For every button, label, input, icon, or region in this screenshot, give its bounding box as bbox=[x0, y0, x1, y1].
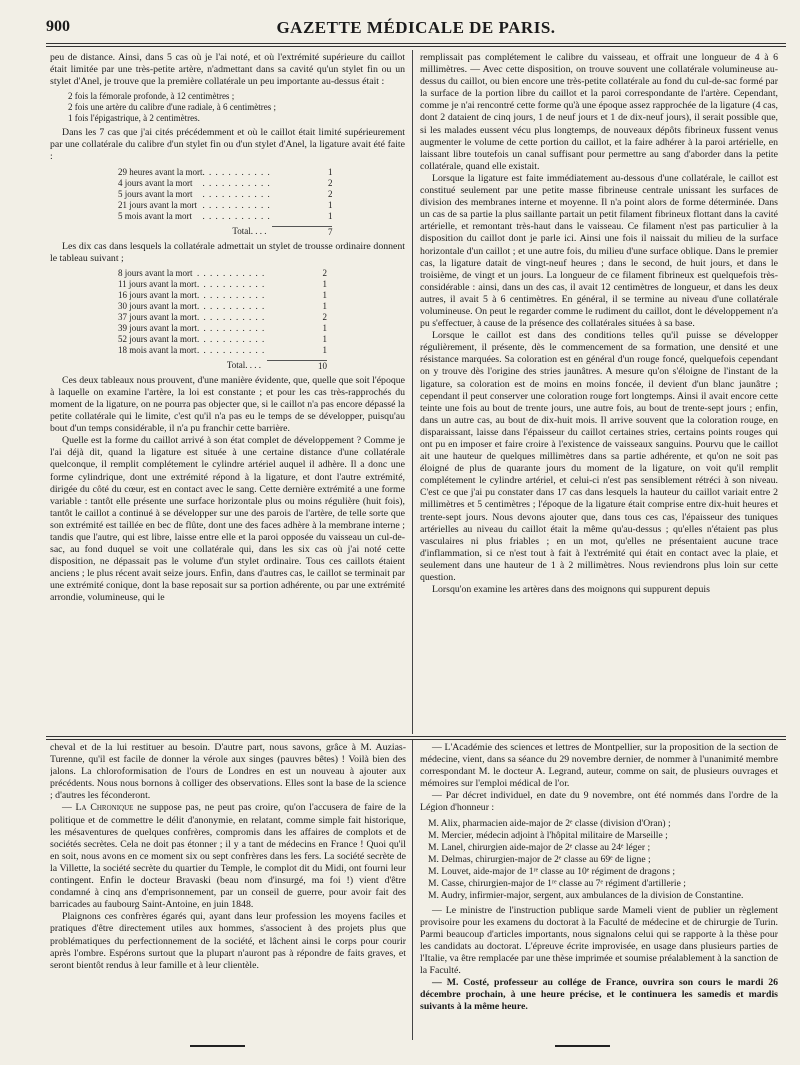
collateral-list bbox=[68, 91, 405, 124]
table-row: 52 jours avant la mort . . . . . . . . . . . 1 bbox=[118, 333, 327, 344]
news-column bbox=[420, 742, 778, 1042]
paragraph: — La Chronique ne suppose pas, ne peut pas croire, qu'on l'accusera de faire de la politique et de commettre le délit d'anonymie, en relatant, comme simple fait historique, les mésaventures de quelques confrères, compromis dans les affaires de complots et de sociétés secrètes. Cela ne doit pas étonner ; il y a tant de médecins en France ! Quoi qu'il en soit, nous avons en ce moment six ou sept confrères dans les fers. La société secrète de la Villette, la société secrète du quartier du Temple, le complot dit du Midi, ont fourni leur contingent. Enfin le docteur Bravaski (beau nom d'insurgé, ma foi !) vient d'être condamné à cinq ans d'emprisonnement, par un conseil de guerre, pour avoir fait des barricades au faubourg Saint-Antoine, en juin 1848. bbox=[50, 802, 406, 911]
journal-title: GAZETTE MÉDICALE DE PARIS. bbox=[276, 18, 556, 37]
chronique-lead: La Chronique bbox=[75, 802, 134, 814]
header-rule bbox=[46, 43, 786, 44]
paragraph: Ces deux tableaux nous prouvent, d'une manière évidente, que, quelle que soit l'époque à laquelle on examine l'artère, la loi est constante ; et pour les cas très-rapprochés du moment de la ligature, on ne pourra pas objecter que, si le caillot n'a pas encore dépassé la petite collatérale qui le limite, c'est qu'il n'a pas eu le temps de se développer, puisqu'au bout d'un temps considérable, il n'a pu franchir cette barrière. bbox=[50, 374, 405, 435]
table-row: 8 jours avant la mort . . . . . . . . . . . 2 bbox=[118, 267, 327, 278]
column-divider bbox=[412, 50, 413, 734]
header-rule-double bbox=[46, 46, 786, 47]
list-item: M. Alix, pharmacien aide-major de 2ᵉ classe (division d'Oran) ; bbox=[428, 817, 671, 829]
table-total-row: Total. . . . 7 bbox=[232, 226, 333, 237]
paragraph: Dans les 7 cas que j'ai cités précédemment et où le caillot était limité supérieurement par une collatérale du calibre d'un stylet fin ou d'un stylet d'Anel, la ligature avait été faite : bbox=[50, 127, 405, 163]
paragraph: Plaignons ces confrères égarés qui, ayant dans leur profession les moyens faciles et pratiques d'être directement utiles aux hommes, s'associent à des projets plus que problématiques du perfectionnement de la société, et lâchent ainsi le corps pour courir après l'ombre. Espérons surtout que la plupart n'auront pas à répondre de faits graves, et seront bientôt rendus à leur famille et à leur clientèle. bbox=[50, 911, 406, 971]
paragraph: remplissait pas complétement le calibre du vaisseau, et offrait une longueur de 4 à 6 millimètres. — Avec cette disposition, on trouve souvent une collatérale volumineuse au-dessus du caillot, ou bien encore une très-petite collatérale au fond du cul-de-sac formé par la surface de la portion libre du caillot et la paroi correspondante de l'artère. Cependant, comme je n'ai rencontré cette forme qu'à une époque assez rapprochée de la ligature (4 cas, dont 2 dataient de cinq jours, 1 de neuf jours et 1 de dix-neuf jours), il serait possible que, si les malades eussent vécu plus longtemps, de nouveaux dépôts fibrineux fussent venus augmenter le volume de cette portion du caillot, et la faire adhérer à la paroi artérielle, en laissant libre toutefois un canal suffisant pour permettre au sang d'aborder dans la petite collatérale, quand elle existait. bbox=[420, 52, 778, 172]
section-rule-double bbox=[46, 739, 786, 740]
table-row: 29 heures avant la mort . . . . . . . . . . . 1 bbox=[118, 166, 333, 177]
list-item: M. Casse, chirurgien-major de 1ʳᵉ classe au 7ᵉ régiment d'artillerie ; bbox=[428, 877, 686, 889]
section-rule bbox=[46, 736, 786, 737]
paragraph: peu de distance. Ainsi, dans 5 cas où je l'ai noté, et où l'extrémité supérieure du caillot était limitée par une très-petite artère, n'admettant dans sa cavité qu'un stylet fin ou un stylet d'Anel, je trouve que la première collatérale un peu importante au-dessus était : bbox=[50, 52, 405, 88]
table-row: 16 jours avant la mort . . . . . . . . . . . 1 bbox=[118, 289, 327, 300]
list-item: 2 fois la fémorale profonde, à 12 centimètres ; bbox=[68, 91, 235, 102]
table-row: 21 jours avant la mort . . . . . . . . . . . 1 bbox=[118, 199, 333, 210]
paragraph: — Le ministre de l'instruction publique sarde Mameli vient de publier un règlement provisoire pour les examens du doctorat à la Faculté de médecine et de chirurgie de Turin. Parmi beaucoup d'articles importants, nous signalons celui qui se rapporte à la thèse pour les candidats au doctorat. L'épreuve écrite improvisée, en usage dans plusieurs parties de l'Italie, va être remplacée par une thèse imprimée et soumise préalablement à la sanction de la Faculté. bbox=[420, 904, 778, 977]
paragraph: Les dix cas dans lesquels la collatérale admettait un stylet de trousse ordinaire donnent le tableau suivant ; bbox=[50, 240, 405, 264]
paragraph: — M. Costé, professeur au collége de France, ouvrira son cours le mardi 26 décembre prochain, à une heure précise, et le continuera les samedis et mardis suivants à la même heure. bbox=[420, 977, 778, 1013]
article-column-right bbox=[420, 52, 778, 732]
list-item: M. Audry, infirmier-major, sergent, aux ambulances de la division de Constantine. bbox=[428, 889, 744, 901]
list-item: M. Delmas, chirurgien-major de 2ᵉ classe au 69ᵉ de ligne ; bbox=[428, 853, 651, 865]
table-total-row: Total. . . . 10 bbox=[226, 360, 327, 371]
table-row: 37 jours avant la mort . . . . . . . . . . . 2 bbox=[118, 311, 327, 322]
list-item: 2 fois une artère du calibre d'une radiale, à 6 centimètres ; bbox=[68, 102, 277, 113]
list-item: M. Mercier, médecin adjoint à l'hôpital militaire de Marseille ; bbox=[428, 829, 668, 841]
table-row: 5 mois avant la mort . . . . . . . . . . . 1 bbox=[118, 210, 333, 221]
ligature-table-2 bbox=[118, 268, 327, 372]
table-row: 11 jours avant la mort . . . . . . . . . . . 1 bbox=[118, 278, 327, 289]
paragraph: — Par décret individuel, en date du 9 novembre, ont été nommés dans l'ordre de la Légion d'honneur : bbox=[420, 790, 778, 814]
ligature-table-1 bbox=[118, 167, 332, 238]
table-row: 39 jours avant la mort . . . . . . . . . . . 1 bbox=[118, 322, 327, 333]
paragraph: Lorsque le caillot est dans des conditions telles qu'il puisse se développer régulièrement, il présente, dès le commencement de sa formation, une densité et une résistance marquées. Sa coloration est en général d'un rouge foncé, quelquefois cependant on y trouve dès l'origine des stries jaunâtres. A mesure qu'on s'éloigne de l'instant de la ligature, sa coloration est de moins en moins foncée, il devient d'un blanc jaunâtre ; cependant il peut conserver une coloration rouge fort longtemps. Ainsi il avait encore cette teinte une fois au bout de trente jours, une autre fois, au bout de trente-sept jours ; enfin, dans un autre cas, au bout de dix-huit mois. Il arrive souvent que la coloration rouge, en disparaissant, laisse dans l'épaisseur du caillot certaines stries, certains points rouges qui ont pu en imposer et faire croire à l'existence de vaisseaux sanguins. Pourvu que le caillot ait une hauteur de quelques millimètres dans sa partie adhérente, et qu'on ne soit pas éloigné de plus de quarante jours du moment de la ligature, on voit qu'il remplit complétement le cylindre artériel, et celui-ci n'est pas sensiblement rétréci à son niveau. C'est ce que j'ai pu constater dans 17 cas dans lesquels la hauteur du caillot variait entre 2 millimètres et 5 centimètres ; l'époque de la ligature était comprise entre dix-huit heures et trente-sept jours. Nous devons ajouter que, dans tous ces cas, l'épaisseur des tuniques artérielles au niveau du caillot était la même qu'au-dessus ; qu'elles n'étaient pas plus vasculaires ni plus friables ; en un mot, qu'elles ne présentaient aucune trace d'inflammation, si ce n'est tout à fait à l'extrémité qui était en contact avec la plaie, et seulement dans une hauteur de 1 à 2 millimètres. Nous reviendrons plus loin sur cette question. bbox=[420, 330, 778, 584]
article-column-left bbox=[50, 52, 405, 732]
table-row: 18 mois avant la mort . . . . . . . . . . . 1 bbox=[118, 344, 327, 355]
list-item: M. Louvet, aide-major de 1ʳᵉ classe au 10ᵉ régiment de dragons ; bbox=[428, 865, 676, 877]
list-item: M. Lanel, chirurgien aide-major de 2ᵉ classe au 24ᵉ léger ; bbox=[428, 841, 651, 853]
page-header bbox=[46, 18, 786, 40]
paragraph: Lorsque la ligature est faite immédiatement au-dessous d'une collatérale, le caillot est constitué seulement par une petite masse fibrineuse centrale unissant les surfaces de division des membranes interne et moyenne. Il n'a point alors de forme déterminée. Dans un cas de sa partie la plus saillante partait un petit filament fibrineux flottant dans la cavité artérielle, et remontant très-haut dans le vaisseau. Ce filament n'est pas particulier à la disposition du caillot dont je parle ici. Ainsi une fois il naissait du milieu de la surface horizontale d'un caillot ; et une autre fois, du milieu d'une surface oblique. Dans le premier cas, la ligature datait de vingt-neuf heures ; dans le second, de huit jours, et dans le troisième, de vingt et un jours. La longueur de ce filament fibrineux est quelquefois très-considérable : ainsi, dans un des cas, il avait 12 centimètres de longueur, et dans les deux autres, il avait 5 à 6 centimètres. En général, il se termine au niveau d'une collatérale volumineuse. On peut le regarder comme le rudiment du caillot, dont le développement n'a pu s'effectuer, à cause de la présence des collatérales situées à sa base. bbox=[420, 172, 778, 330]
end-rule-right bbox=[555, 1045, 610, 1047]
paragraph: Lorsqu'on examine les artères dans des moignons qui suppurent depuis bbox=[432, 584, 710, 596]
paragraph: Quelle est la forme du caillot arrivé à son état complet de développement ? Comme je l'ai déjà dit, quand la ligature est située à une certaine distance d'une collatérale quelconque, il remplit complétement le cylindre artériel auquel il adhère. Il a donc une forme cylindrique, dont une extrémité répond à la ligature, et dont l'autre extrémité, dirigée du côté du cœur, est en contact avec le sang. Cette dernière extrémité a une forme variable : tantôt elle présente une surface horizontale plus ou moins régulière (huit fois), tantôt le caillot a continué à se développer sur une des parois de l'artère, de telle sorte que son extrémité est taillée en bec de flûte, dont une des faces adhère à la membrane interne ; tandis que l'autre, qui est libre, laisse entre elle et la paroi opposée du vaisseau un cul-de-sac, au fond duquel se voit une collatérale qui, dans les six cas où j'ai noté cette disposition, ne dépassait pas le volume d'un stylet ordinaire. Tous ces caillots étaient anciens ; le plus récent avait seize jours. Enfin, dans d'autres cas, le caillot se terminait par une extrémité conique, dont la base reposait sur sa portion adhérente, ou par une extrémité arrondie, volumineuse, qui le bbox=[50, 435, 405, 604]
end-rule-left bbox=[190, 1045, 245, 1047]
list-item: 1 fois l'épigastrique, à 2 centimètres. bbox=[68, 113, 200, 124]
feuilleton-divider bbox=[412, 740, 413, 1040]
honor-list bbox=[428, 818, 778, 902]
table-row: 30 jours avant la mort . . . . . . . . . . . 1 bbox=[118, 300, 327, 311]
paragraph: cheval et de la lui restituer au besoin. D'autre part, nous savons, grâce à M. Auzias-Turenne, qu'il est facile de donner la vérole aux singes (pauvres bêtes) ! Voilà bien des jalons. La chloroformisation de l'ours de Londres en est un nouveau à ajouter aux précédents. Nous nous bornons à colliger des observations. Elles sont la base de la science ; d'autres les féconderont. bbox=[50, 742, 406, 802]
chronicle-column bbox=[50, 742, 406, 1042]
paragraph: — L'Académie des sciences et lettres de Montpellier, sur la proposition de la section de médecine, vient, dans sa séance du 29 novembre dernier, de nommer à l'unanimité membre correspondant M. le docteur A. Legrand, auteur, comme on sait, de plusieurs ouvrages et mémoires sur l'emploi médical de l'or. bbox=[420, 742, 778, 790]
page-number: 900 bbox=[46, 18, 70, 35]
table-row: 5 jours avant la mort . . . . . . . . . . . 2 bbox=[118, 188, 333, 199]
table-row: 4 jours avant la mort . . . . . . . . . . . 2 bbox=[118, 177, 333, 188]
